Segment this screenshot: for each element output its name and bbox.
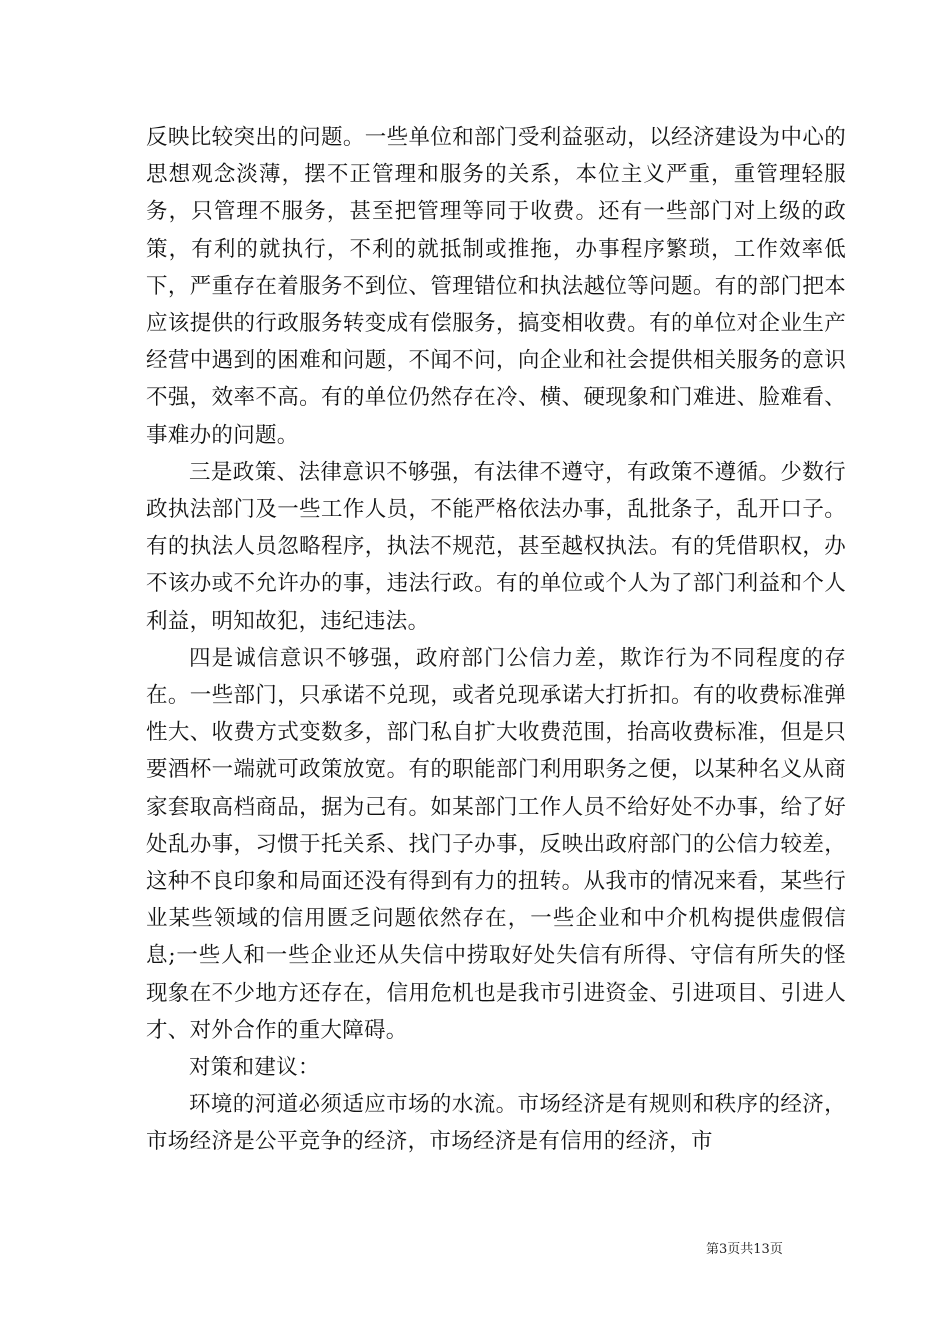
paragraph-3: 四是诚信意识不够强，政府部门公信力差，欺诈行为不同程度的存在。一些部门，只承诺不兑现，或者兑现承诺大打折扣。有的收费标准弹性大、收费方式变数多，部门私自扩大收费范围，抬高收费标准，但是只要酒杯一端就可政策放宽。有的职能部门利用职务之便，以某种名义从商家套取高档商品，据为己有。如某部门工作人员不给好处不办事，给了好处乱办事，习惯于托关系、找门子办事，反映出政府部门的公信力较差，这种不良印象和局面还没有得到有力的扭转。从我市的情况来看，某些行业某些领域的信用匮乏问题依然存在，一些企业和中介机构提供虚假信息;一些人和一些企业还从失信中捞取好处失信有所得、守信有所失的怪现象在不少地方还存在，信用危机也是我市引进资金、引进项目、引进人才、对外合作的重大障碍。 [146,645,846,1043]
paragraph-2: 三是政策、法律意识不够强，有法律不遵守，有政策不遵循。少数行政执法部门及一些工作人员，不能严格依法办事，乱批条子，乱开口子。有的执法人员忽略程序，执法不规范，甚至越权执法。有的凭借职权，办不该办或不允许办的事，违法行政。有的单位或个人为了部门利益和个人利益，明知故犯，违纪违法。 [146,459,846,634]
page-number: 第3页共13页 [706,1242,783,1257]
page-footer [0,1240,950,1262]
section-heading: 对策和建议： [189,1055,320,1081]
document-body [146,119,846,1161]
paragraph-4: 环境的河道必须适应市场的水流。市场经济是有规则和秩序的经济，市场经济是公平竞争的经济，市场经济是有信用的经济，市 [146,1092,846,1155]
paragraph-1: 反映比较突出的问题。一些单位和部门受利益驱动，以经济建设为中心的思想观念淡薄，摆不正管理和服务的关系，本位主义严重，重管理轻服务，只管理不服务，甚至把管理等同于收费。还有一些部门对上级的政策，有利的就执行，不利的就抵制或推拖，办事程序繁琐，工作效率低下，严重存在着服务不到位、管理错位和执法越位等问题。有的部门把本应该提供的行政服务转变成有偿服务，搞变相收费。有的单位对企业生产经营中遇到的困难和问题，不闻不问，向企业和社会提供相关服务的意识不强，效率不高。有的单位仍然存在冷、横、硬现象和门难进、脸难看、事难办的问题。 [146,125,846,448]
